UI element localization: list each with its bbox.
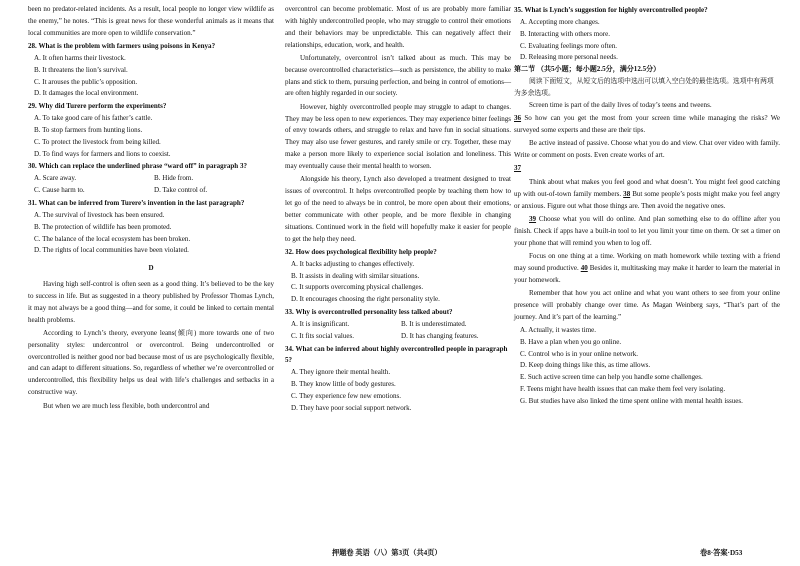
- option: B. It assists in dealing with similar situations.: [291, 271, 420, 280]
- option: D. The rights of local communities have been violated.: [34, 246, 189, 255]
- question-block: [28, 161, 274, 197]
- option-row: [28, 185, 274, 197]
- option-row: [285, 319, 511, 331]
- option: B. Interacting with others more.: [520, 29, 611, 38]
- paragraph: Unfortunately, overcontrol isn’t talked about as much. This may be because overcontrolled characteristics—such as persistence, the ability to make plans and stick to them, pursuing perfection, and being in control of emotions—are often highly regarded in our society.: [285, 53, 511, 98]
- paragraph-text: Screen time is part of the daily lives of today’s teens and tweens.: [529, 100, 712, 109]
- paragraph-text: Remember that how you act online and what you want others to see from your online presence will probably change over time. As Magan Weinberg says, “That’s part of the journey. And it’s part of the learning.”: [514, 288, 780, 321]
- cloze-paragraph: [514, 138, 780, 162]
- option: D. It has changing features.: [401, 331, 479, 340]
- option: C. Evaluating feelings more often.: [520, 41, 618, 50]
- paragraph: But when we are much less flexible, both undercontrol and: [43, 401, 210, 410]
- paragraph: According to Lynch’s theory, everyone leans(倾向) more towards one of two personality styles: undercontrol or overcontrol. Being undercontrolled or overcontrolled is neither good nor bad because most of us are psychologically flexible, and can adapt to different situations. So, regardless of whether we’re overcontrolled or undercontrolled, this flexibility helps us deal with life’s challenges and setbacks in a constructive way.: [28, 328, 274, 397]
- option: B. It threatens the lion’s survival.: [34, 65, 128, 74]
- option: A. Accepting more changes.: [520, 17, 600, 26]
- cloze-paragraph: [514, 113, 780, 137]
- option: D. It encourages choosing the right personality style.: [291, 295, 440, 304]
- paragraph-text: But some people’s posts might make you feel angry or anxious. Figure out what those things are. Then avoid the negative ones.: [514, 189, 781, 210]
- paragraph-text: Choose what you will do online. And plan something else to do offline after you finish. Check if apps have a built-in tool to let you limit your time on them. Or set a timer on your phone that will remind you when to log off.: [514, 214, 780, 247]
- page-footer-right: 卷8·答案·D53: [700, 549, 743, 557]
- option: D. To find ways for farmers and lions to coexist.: [34, 149, 171, 158]
- option: D. Releasing more personal needs.: [520, 53, 618, 62]
- option: D. Take control of.: [154, 186, 208, 195]
- cloze-paragraph: [514, 177, 780, 213]
- cloze-paragraph: [514, 288, 780, 324]
- option: C. Cause harm to.: [34, 186, 85, 195]
- question-28: 28. What is the problem with farmers using poisons in Kenya?: [28, 42, 216, 51]
- option: A. Scare away.: [34, 174, 77, 183]
- option: A. They ignore their mental health.: [291, 368, 391, 377]
- option: C. The balance of the local ecosystem has been broken.: [34, 234, 191, 243]
- cloze-paragraph: [514, 251, 780, 287]
- cloze-blank[interactable]: 39: [529, 214, 537, 223]
- choice-list: [514, 325, 780, 408]
- question-35: 35. What is Lynch’s suggestion for highly overcontrolled people?: [514, 6, 708, 14]
- option: B. Hide from.: [154, 174, 194, 183]
- question-block: [285, 307, 511, 343]
- question-block: [514, 5, 780, 64]
- option: B. They know little of body gestures.: [291, 380, 396, 389]
- choice-option: D. Keep doing things like this, as time allows.: [520, 361, 651, 370]
- choice-option: B. Have a plan when you go online.: [520, 337, 622, 346]
- question-block: [28, 101, 274, 160]
- column-left: [28, 4, 274, 414]
- passage-c-ending: been no predator-related incidents. As a result, local people no longer view wildlife as the enemy,” he notes. “This is great news for these wonderful animals as it means that local communities are more open to wildlife conservation.”: [28, 5, 274, 37]
- paragraph: Having high self-control is often seen as a good thing. It’s believed to be the key to success in life. But as suggested in a theory published by Professor Thomas Lynch, it may not always be a good thing—and for some, it could be linked to certain mental health problems.: [28, 280, 274, 324]
- question-31: 31. What can be inferred from Turere’s invention in the last paragraph?: [28, 199, 245, 207]
- option: B. It is underestimated.: [401, 319, 467, 328]
- option: C. It fits social values.: [291, 331, 355, 340]
- option: C. It supports overcoming physical challenges.: [291, 283, 424, 292]
- question-33: 33. Why is overcontrolled personality less talked about?: [285, 308, 453, 317]
- cloze-passage: [514, 100, 780, 324]
- choice-option: E. Such active screen time can help you handle some challenges.: [520, 373, 703, 382]
- question-30: 30. Which can replace the underlined phrase “ward off” in paragraph 3?: [28, 162, 247, 171]
- paragraph: overcontrol can become problematic. Most of us are probably more familiar with highly undercontrolled people, who may struggle to control their emotions and their behaviors may be unpredictable. This can negatively affect their relationships, education, work, and health.: [285, 5, 511, 49]
- choice-option: A. Actually, it wastes time.: [520, 325, 597, 334]
- choice-option: F. Teens might have health issues that can make them feel very isolating.: [520, 385, 726, 394]
- option: C. They experience few new emotions.: [291, 392, 402, 400]
- section-d-heading: D: [148, 264, 154, 273]
- column-right: [514, 4, 780, 408]
- option: B. To stop farmers from hunting lions.: [34, 125, 143, 134]
- option: D. It damages the local environment.: [34, 89, 139, 98]
- option: C. To protect the livestock from being killed.: [34, 137, 161, 146]
- option-row: [28, 173, 274, 185]
- page-footer-center: 押题卷 英语（八）第3页（共4页）: [332, 549, 442, 557]
- paragraph-text: Besides it, multitasking may make it harder to learn the material in your homework.: [514, 263, 780, 284]
- paragraph: Alongside his theory, Lynch also developed a treatment designed to treat issues of overcontrol. It helps overcontrolled people by teaching them how to let go of the need to always be in control, be more open about their emotions, better communicate with other people, and be more flexible in changing situations. Continued work in the field will hopefully make it easier for people to get the help they need.: [285, 175, 511, 243]
- paragraph-text: Focus on one thing at a time. Working on math homework while texting with a friend may sound productive.: [514, 251, 780, 272]
- paragraph-text: Think about what makes you feel good and what doesn’t. You might feel good catching up with out-of-town family members.: [514, 177, 780, 198]
- cloze-paragraph: [514, 163, 780, 175]
- option: A. To take good care of his father’s cattle.: [34, 114, 153, 123]
- cloze-blank[interactable]: 37: [514, 164, 522, 173]
- section-2-title: 第二节 （共5小题；每小题2.5分，满分12.5分）: [514, 65, 661, 74]
- question-block: [28, 198, 274, 257]
- choice-option: C. Control who is in your online network.: [520, 349, 639, 358]
- option: C. It arouses the public’s opposition.: [34, 77, 138, 86]
- option: A. It often harms their livestock.: [34, 53, 126, 62]
- question-block: [285, 247, 511, 306]
- option: A. It is insignificant.: [291, 319, 350, 328]
- paragraph-text: So how can you get the most from your screen time while managing the risks? We surveyed some experts and these are their tips.: [514, 114, 780, 134]
- choice-option: G. But studies have also linked the time spent online with mental health issues.: [520, 397, 743, 405]
- paragraph-text: Be active instead of passive. Choose what you do and view. Chat over video with family. Write or comment on posts. Even create works of art.: [514, 139, 780, 160]
- question-32: 32. How does psychological flexibility help people?: [285, 247, 437, 256]
- option: A. The survival of livestock has been ensured.: [34, 210, 165, 219]
- option: B. The protection of wildlife has been promoted.: [34, 222, 172, 231]
- cloze-blank[interactable]: 36: [514, 114, 522, 123]
- question-29: 29. Why did Turere perform the experiments?: [28, 102, 167, 111]
- paragraph: However, highly overcontrolled people may struggle to adapt to changes. They may be less open to new experiences. They may experience bitter feelings of envy towards others, and struggle to relax and have fun in social situations. They may also use fewer gestures, and rarely smile or cry. Together, these may make a person more likely to experience social isolation and loneliness. This may eventually cause their mental health to worsen.: [285, 102, 511, 170]
- question-block: [285, 344, 511, 415]
- cloze-blank[interactable]: 38: [623, 189, 631, 198]
- cloze-paragraph: [514, 100, 780, 112]
- section-2-instructions: 阅读下面短文，从短文后的选项中选出可以填入空白处的最佳选项。选项中有两项为多余选项。: [514, 78, 774, 97]
- cloze-blank[interactable]: 40: [580, 263, 588, 272]
- option-row: [285, 331, 511, 343]
- option: D. They have poor social support network.: [291, 403, 412, 412]
- cloze-paragraph: [514, 214, 780, 250]
- column-middle: [285, 4, 511, 415]
- question-block: [28, 41, 274, 100]
- question-34: 34. What can be inferred about highly overcontrolled people in paragraph 5?: [285, 344, 508, 365]
- option: A. It backs adjusting to changes effectively.: [291, 259, 415, 268]
